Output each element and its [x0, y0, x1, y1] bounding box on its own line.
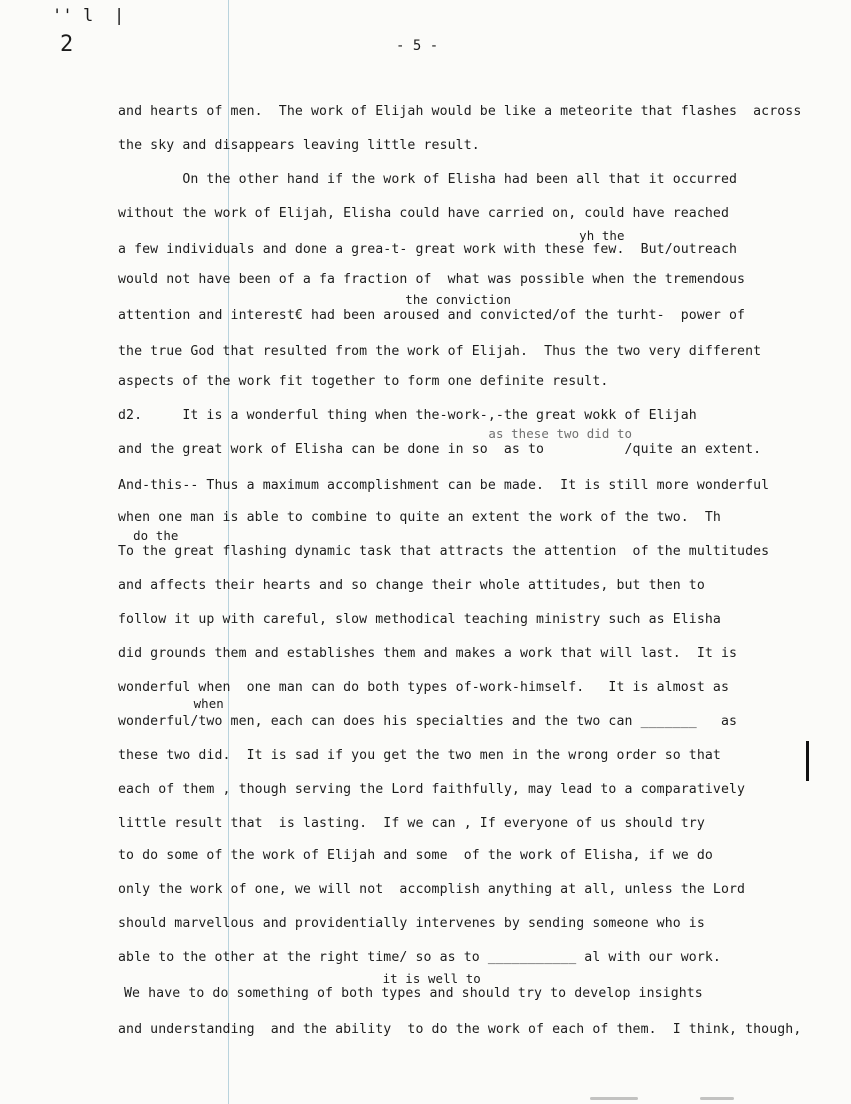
text-line: wonderful when one man can do both types of-work-himself. It is almost as [118, 680, 730, 695]
interlinear-insert: as these two did to [118, 426, 633, 441]
text-line: each of them , though serving the Lord faithfully, may lead to a comparatively [118, 782, 746, 797]
page-number: - 5 - [396, 38, 439, 54]
text-line: when one man is able to combine to quite an extent the work of the two. Th [118, 510, 721, 525]
scan-smudge [590, 1097, 638, 1100]
interlinear-insert: the conviction [118, 292, 512, 307]
text-line: and the great work of Elisha can be done in so as to /quite an extent. [118, 442, 762, 457]
text-line: would not have been of a fa fraction of what was possible when the tremendous [118, 272, 746, 287]
text-line: To the great flashing dynamic task that attracts the attention of the multitudes [118, 544, 770, 559]
text-line: On the other hand if the work of Elisha had been all that it occurred [118, 172, 738, 187]
text-line: to do some of the work of Elijah and some of the work of Elisha, if we do [118, 848, 713, 863]
text-line: and affects their hearts and so change their whole attitudes, but then to [118, 578, 705, 593]
text-line: little result that is lasting. If we can , If everyone of us should try [118, 816, 705, 831]
text-line: aspects of the work fit together to form one definite result. [118, 374, 609, 389]
interlinear-insert: do the [118, 528, 179, 543]
text-line: these two did. It is sad if you get the two men in the wrong order so that [118, 748, 721, 763]
interlinear-insert: when [118, 696, 224, 711]
text-line: the sky and disappears leaving little result. [118, 138, 480, 153]
text-line: And-this-- Thus a maximum accomplishment can be made. It is still more wonderful [118, 478, 770, 493]
text-line: and understanding and the ability to do the work of each of them. I think, though, [118, 1022, 802, 1037]
interlinear-insert: it is well to [118, 971, 481, 986]
text-line: did grounds them and establishes them and makes a work that will last. It is [118, 646, 738, 661]
text-line: follow it up with careful, slow methodical teaching ministry such as Elisha [118, 612, 721, 627]
corner-mark: '' l | [52, 6, 125, 26]
text-line: only the work of one, we will not accomplish anything at all, unless the Lord [118, 882, 746, 897]
scan-smudge [700, 1097, 734, 1100]
corner-mark-2: 2 [60, 32, 74, 57]
text-line: without the work of Elijah, Elisha could have carried on, could have reached [118, 206, 730, 221]
text-line: and hearts of men. The work of Elijah would be like a meteorite that flashes across [118, 104, 802, 119]
text-line: wonderful/two men, each can does his specialties and the two can _______ as [118, 714, 738, 729]
text-line: attention and interest€ had been aroused and convicted/of the turht- power of [118, 308, 746, 323]
text-line: a few individuals and done a grea-t- great work with these few. But/outreach [118, 242, 738, 257]
text-line: We have to do something of both types and should try to develop insights [124, 986, 703, 1001]
text-line: d2. It is a wonderful thing when the-work-,-the great wokk of Elijah [118, 408, 697, 423]
text-line: should marvellous and providentially intervenes by sending someone who is [118, 916, 705, 931]
margin-bar-mark [806, 741, 809, 781]
text-line: the true God that resulted from the work of Elijah. Thus the two very different [118, 344, 762, 359]
interlinear-insert: yh the [118, 228, 625, 243]
text-line: able to the other at the right time/ so as to ___________ al with our work. [118, 950, 721, 965]
